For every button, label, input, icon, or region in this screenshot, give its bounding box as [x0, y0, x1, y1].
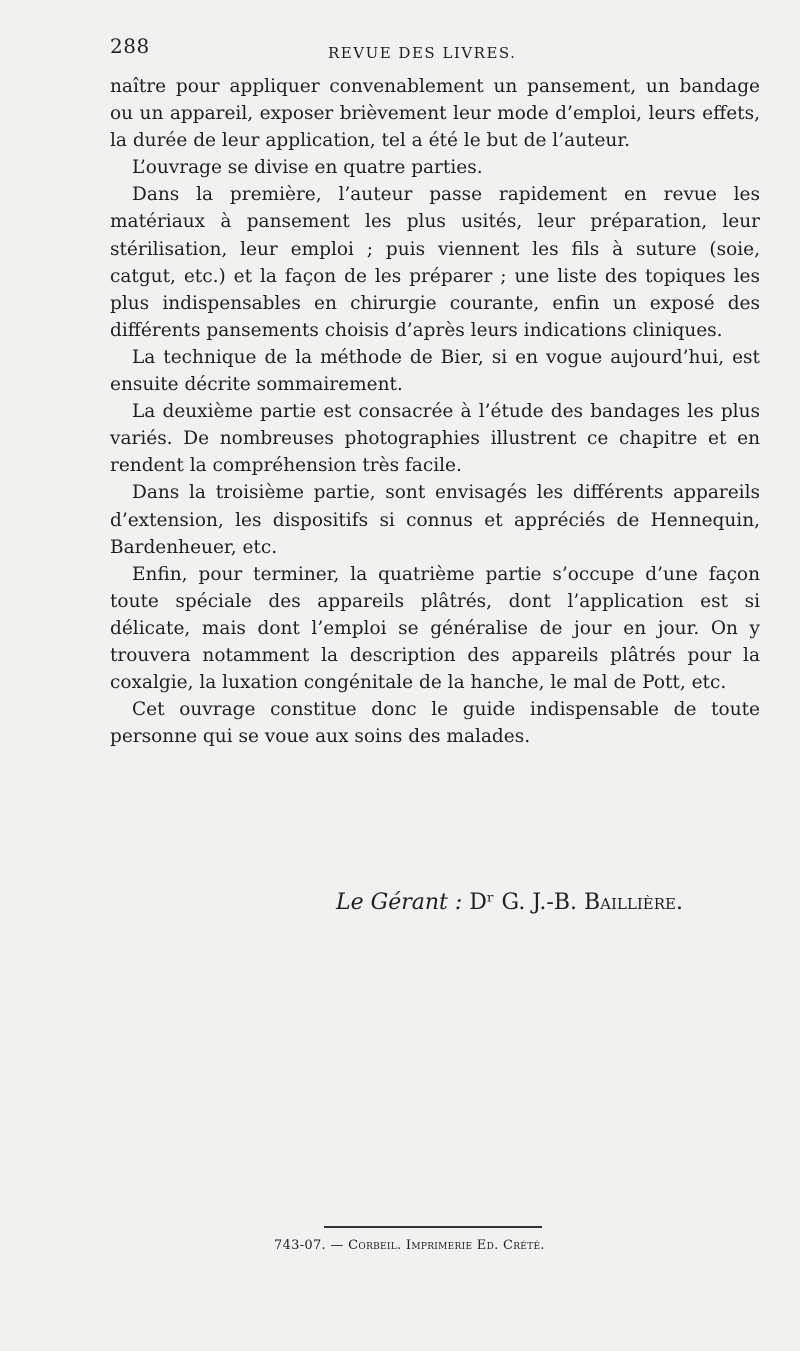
paragraph: La technique de la méthode de Bier, si en vogue aujourd’hui, est ensuite décrite sommairement. — [110, 346, 760, 396]
page-header — [110, 34, 770, 64]
paragraph: Dans la première, l’auteur passe rapidement en revue les matériaux à pansement les plus usités, leur préparation, leur stérilisation, leur emploi ; puis viennent les fils à suture (soie, catgut, etc.) et la façon de les préparer ; une liste des topiques les plus indispensables en chirurgie courante, enfin un exposé des différents pansements choisis d’après leurs indications cliniques. — [110, 184, 760, 341]
printer-imprint — [274, 1238, 545, 1253]
paragraph: La deuxième partie est consacrée à l’étude des bandages les plus variés. De nombreuses photographies illustrent ce chapitre et en rendent la compréhension très facile. — [110, 401, 760, 477]
page-number: 288 — [110, 34, 150, 58]
running-title: REVUE DES LIVRES. — [328, 44, 517, 62]
paragraph: Cet ouvrage constitue donc le guide indispensable de toute personne qui se voue aux soins des malades. — [110, 699, 760, 748]
paragraph: naître pour appliquer convenablement un pansement, un bandage ou un appareil, exposer brièvement leur mode d’emploi, leurs effets, la durée de leur application, tel a été le but de l’auteur. — [110, 76, 760, 152]
printer-imprint-text: 743-07. — Corbeil. Imprimerie Ed. Crété. — [274, 1238, 545, 1253]
paragraph: Enfin, pour terminer, la quatrième partie s’occupe d’une façon toute spéciale des appareils plâtrés, dont l’application est si délicate, mais dont l’emploi se généralise de jour en jour. On y trouvera notamment la description des appareils plâtrés pour la coxalgie, la luxation congénitale de la hanche, le mal de Pott, etc. — [110, 563, 760, 694]
paragraph: L’ouvrage se divise en quatre parties. — [132, 157, 483, 179]
body-text — [110, 73, 760, 750]
footer-rule — [324, 1226, 542, 1228]
signature-label: Le Gérant : — [336, 890, 463, 915]
signature — [336, 890, 683, 915]
paragraph: Dans la troisième partie, sont envisagés les différents appareils d’extension, les dispositifs si connus et appréciés de Hennequin, Bardenheuer, etc. — [110, 482, 760, 558]
signature-name: Dʳ G. J.-B. Baillière. — [469, 890, 683, 915]
